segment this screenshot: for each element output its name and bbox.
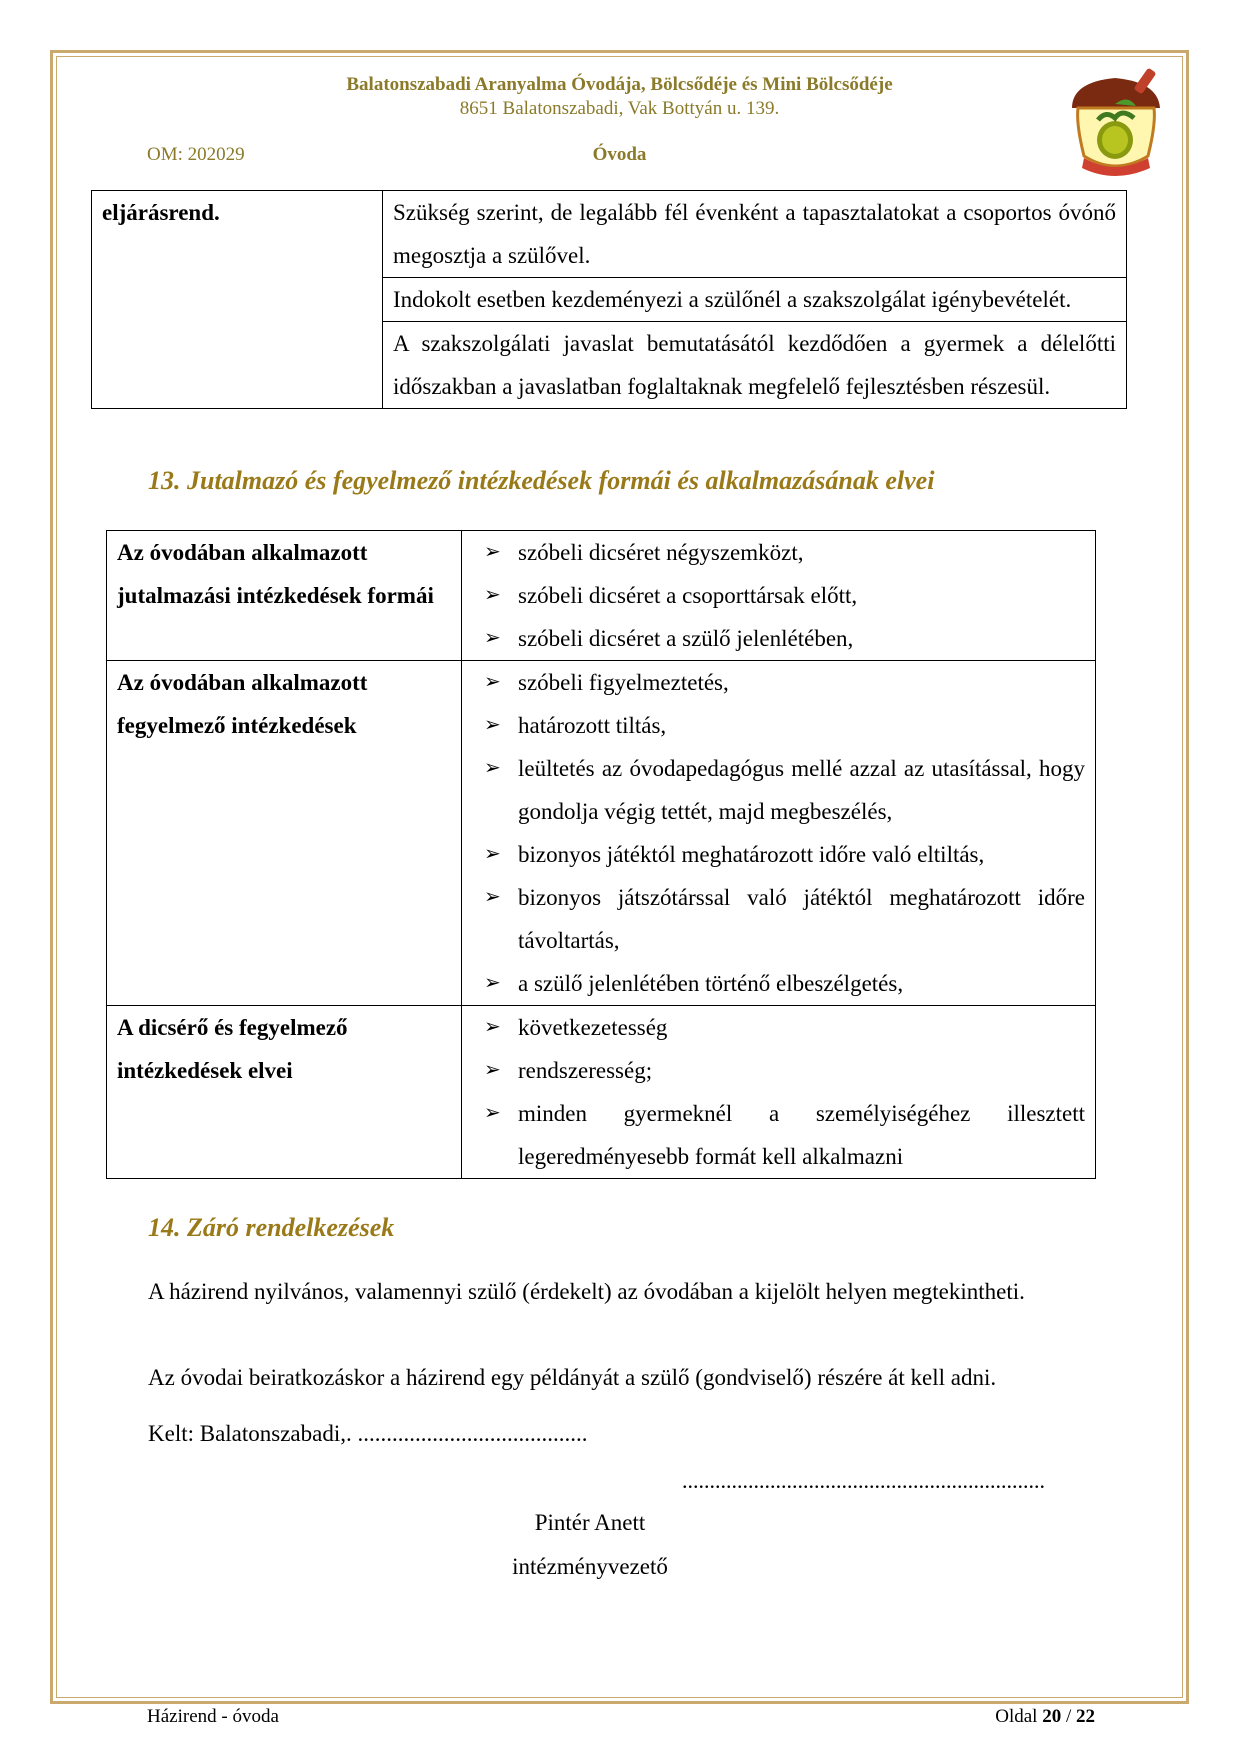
golden-apple-bell-logo-icon [1062,64,1168,184]
list-item: ➢ a szülő jelenlétében történő elbeszélgetés, [472,962,1085,1005]
list-item: ➢ minden gyermeknél a személyiségéhez illesztett legeredményesebb formát kell alkalmazni [472,1092,1085,1178]
signature-line: .................................................................. [682,1468,1045,1493]
table-row [107,1006,1096,1179]
om-number: OM: 202029 [147,144,245,165]
row-items [462,531,1096,661]
procedure-row: A szakszolgálati javaslat bemutatásától kezdődően a gyermek a délelőtti időszakban a javaslatban foglaltaknak megfelelő fejlesztésben részesül. [383,322,1127,409]
list-item: ➢ bizonyos játszótárssal való játéktól meghatározott időre távoltartás, [472,876,1085,962]
list-item: ➢ leültetés az óvodapedagógus mellé azzal az utasítással, hogy gondolja végig tettét, majd megbeszélés, [472,747,1085,833]
row-items [462,1006,1096,1179]
row-label: Az óvodában alkalmazott fegyelmező intézkedések [107,661,462,1006]
arrow-bullet-icon: ➢ [484,714,501,736]
row-label: Az óvodában alkalmazott jutalmazási intézkedések formái [107,531,462,661]
list-item: ➢ bizonyos játéktól meghatározott időre való eltiltás, [472,833,1085,876]
procedure-row: Indokolt esetben kezdeményezi a szülőnél a szakszolgálat igénybevételét. [383,278,1127,322]
measures-table [106,530,1096,1179]
arrow-bullet-icon: ➢ [484,671,501,693]
list-item: ➢ szóbeli figyelmeztetés, [472,661,1085,704]
arrow-bullet-icon: ➢ [484,757,501,779]
arrow-bullet-icon: ➢ [484,886,501,908]
table-row [107,531,1096,661]
footer-document-title: Házirend - óvoda [147,1706,279,1727]
row-label: A dicsérő és fegyelmező intézkedések elvei [107,1006,462,1179]
procedure-row: Szükség szerint, de legalább fél évenként a tapasztalatokat a csoportos óvónő megosztja a szülővel. [383,191,1127,278]
arrow-bullet-icon: ➢ [484,1102,501,1124]
arrow-bullet-icon: ➢ [484,1016,501,1038]
arrow-bullet-icon: ➢ [484,584,501,606]
arrow-bullet-icon: ➢ [484,843,501,865]
signer-title: intézményvezető [512,1554,668,1579]
section-14-heading: 14. Záró rendelkezések [148,1213,395,1242]
closing-paragraph-1: A házirend nyilvános, valamennyi szülő (érdekelt) az óvodában a kijelölt helyen megtekintheti. [148,1279,1025,1304]
signer-name: Pintér Anett [534,1510,646,1535]
list-item: ➢ szóbeli dicséret a szülő jelenlétében, [472,617,1085,660]
procedure-label: eljárásrend. [92,191,383,409]
arrow-bullet-icon: ➢ [484,1059,501,1081]
list-item: ➢ szóbeli dicséret négyszemközt, [472,531,1085,574]
section-13-heading: 13. Jutalmazó és fegyelmező intézkedések formái és alkalmazásának elvei [148,466,935,495]
closing-paragraph-2: Az óvodai beiratkozáskor a házirend egy példányát a szülő (gondviselő) részére át kell adni. [148,1365,997,1390]
institution-address: 8651 Balatonszabadi, Vak Bottyán u. 139. [459,98,780,119]
arrow-bullet-icon: ➢ [484,972,501,994]
footer-page-number: Oldal 20 / 22 [995,1706,1095,1727]
list-item: ➢ rendszeresség; [472,1049,1085,1092]
date-place-line: Kelt: Balatonszabadi,. ........................................ [148,1421,588,1446]
arrow-bullet-icon: ➢ [484,541,501,563]
row-items [462,661,1096,1006]
institution-name: Balatonszabadi Aranyalma Óvodája, Bölcsődéje és Mini Bölcsődéje [346,74,893,95]
list-item: ➢ határozott tiltás, [472,704,1085,747]
list-item: ➢ következetesség [472,1006,1085,1049]
unit-label: Óvoda [592,144,647,165]
procedure-table [91,190,1127,409]
table-row [107,661,1096,1006]
arrow-bullet-icon: ➢ [484,627,501,649]
list-item: ➢ szóbeli dicséret a csoporttársak előtt, [472,574,1085,617]
